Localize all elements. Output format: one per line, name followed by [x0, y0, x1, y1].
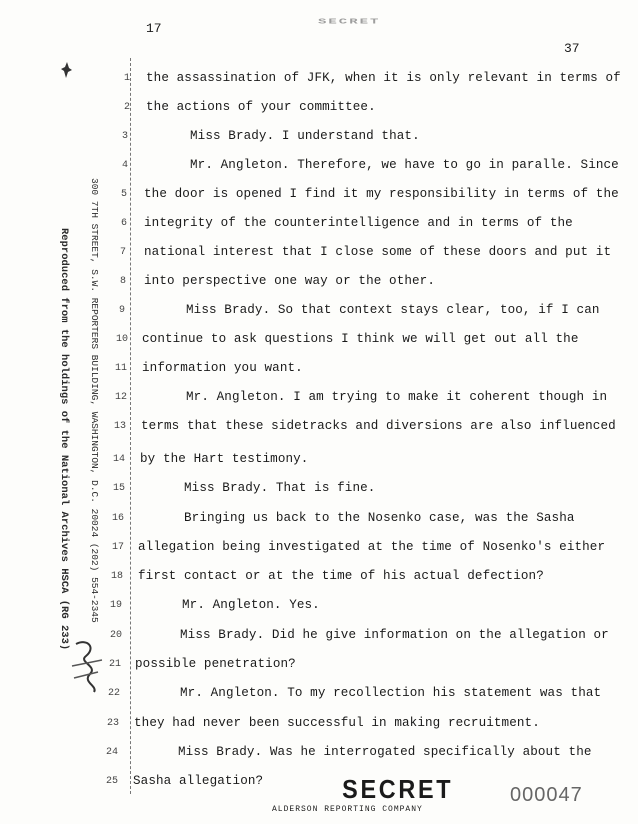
transcript-line — [0, 247, 638, 275]
line-number: 14 — [112, 453, 125, 465]
line-text: possible penetration? — [135, 657, 296, 671]
line-text: Miss Brady. That is fine. — [184, 481, 376, 496]
line-number: 18 — [110, 571, 123, 583]
line-text: Miss Brady. So that context stays clear, too, if I can — [186, 303, 600, 317]
line-number: 21 — [108, 659, 121, 670]
line-number: 8 — [119, 276, 126, 287]
top-classification-stamp: SECRET — [318, 17, 381, 27]
transcript-line — [0, 218, 638, 246]
transcript-line — [0, 73, 638, 101]
document-number: 000047 — [510, 784, 583, 806]
transcript-line — [0, 392, 638, 420]
line-text: Miss Brady. Was he interrogated specifically about the — [178, 744, 592, 759]
line-number: 5 — [120, 189, 127, 200]
bottom-classification-stamp: SECRET — [342, 774, 454, 804]
line-text: continue to ask questions I think we will get out all the — [142, 332, 579, 346]
line-number: 6 — [120, 218, 127, 229]
transcript-line — [0, 451, 638, 482]
line-text: Miss Brady. Did he give information on the allegation or — [180, 627, 609, 642]
line-number: 24 — [105, 746, 118, 758]
line-number: 11 — [114, 363, 127, 374]
line-text: allegation being investigated at the time of Nosenko's either — [138, 539, 606, 554]
transcript-line — [0, 539, 638, 570]
line-text: Mr. Angleton. I am trying to make it coherent though in — [186, 390, 608, 404]
transcript-line — [0, 659, 638, 687]
line-text: into perspective one way or the other. — [144, 274, 435, 288]
line-number: 1 — [123, 73, 130, 84]
transcript-line — [0, 189, 638, 217]
transcript-line — [0, 510, 638, 541]
transcript-line — [0, 627, 638, 658]
line-text: Mr. Angleton. Therefore, we have to go in paralle. Since — [190, 158, 619, 172]
reporting-company: ALDERSON REPORTING COMPANY — [272, 805, 423, 814]
transcript-line — [0, 421, 638, 449]
line-text: first contact or at the time of his actual defection? — [138, 569, 544, 584]
line-number: 25 — [105, 776, 118, 788]
line-number: 17 — [111, 541, 124, 553]
transcript-line — [0, 305, 638, 333]
page-number: 37 — [564, 41, 580, 56]
line-text: national interest that I close some of these doors and put it — [144, 245, 612, 259]
line-text: they had never been successful in making recruitment. — [134, 715, 540, 730]
line-number: 16 — [111, 512, 124, 524]
line-number: 23 — [106, 717, 119, 729]
line-number: 7 — [119, 247, 126, 258]
transcript-line — [0, 483, 638, 511]
line-text: integrity of the counterintelligence and in terms of the — [144, 216, 573, 230]
previous-page-number: 17 — [146, 21, 162, 36]
transcript-line — [0, 600, 638, 628]
transcript-line — [0, 160, 638, 188]
line-text: the actions of your committee. — [146, 100, 376, 114]
reporter-address-sidebar: 300 7TH STREET, S.W. REPORTERS BUILDING, WASHINGTON, D.C. 20024 (202) 554-2345 — [89, 178, 100, 623]
transcript-line — [0, 744, 638, 775]
line-number: 3 — [121, 131, 128, 142]
transcript-line — [0, 131, 638, 159]
transcript-line — [0, 276, 638, 304]
line-number: 15 — [112, 483, 125, 495]
archive-reproduction-notice: Reproduced from the holdings of the National Archives HSCA (RG 233) — [58, 228, 70, 651]
line-text: terms that these sidetracks and diversions are also influenced — [141, 419, 616, 433]
transcript-line — [0, 688, 638, 716]
transcript-line — [0, 715, 638, 746]
line-number: 19 — [109, 600, 122, 612]
line-text: Sasha allegation? — [133, 774, 264, 789]
transcript-line — [0, 363, 638, 391]
transcript-line — [0, 334, 638, 362]
line-text: Mr. Angleton. To my recollection his statement was that — [180, 686, 602, 701]
line-number: 9 — [118, 305, 125, 316]
transcript-line — [0, 571, 638, 599]
line-text: Miss Brady. I understand that. — [190, 129, 420, 143]
line-text: information you want. — [142, 361, 303, 375]
line-text: the door is opened I find it my responsibility in terms of the — [144, 187, 619, 201]
line-number: 22 — [107, 688, 120, 700]
transcript-line — [0, 102, 638, 130]
line-text: Bringing us back to the Nosenko case, was the Sasha — [184, 510, 575, 525]
line-text: Mr. Angleton. Yes. — [182, 598, 320, 613]
line-text: by the Hart testimony. — [140, 451, 309, 466]
line-number: 12 — [114, 392, 127, 403]
line-number: 10 — [115, 334, 128, 345]
line-number: 2 — [123, 102, 130, 113]
line-number: 4 — [121, 160, 128, 171]
line-number: 20 — [109, 629, 122, 641]
line-number: 13 — [113, 421, 126, 432]
line-text: the assassination of JFK, when it is only relevant in terms of — [146, 71, 621, 85]
